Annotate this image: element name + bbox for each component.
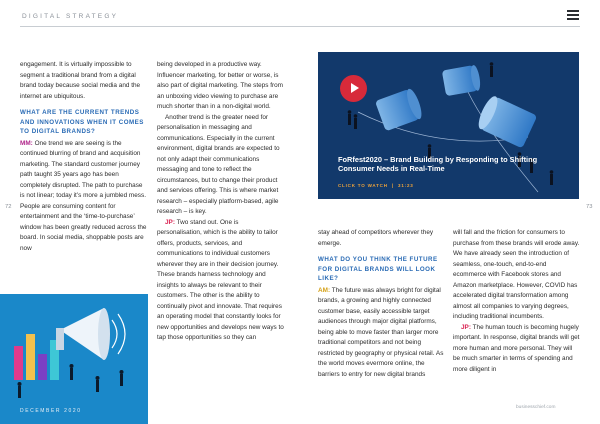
paragraph: stay ahead of competitors wherever they emerge. — [318, 229, 434, 247]
video-title: FoRfest2020 – Brand Building by Responding to Shifting Consumer Needs in Real-Time — [338, 155, 538, 173]
video-duration: 31:23 — [398, 183, 414, 188]
interview-question: WHAT DO YOU THINK THE FUTURE FOR DIGITAL BRANDS WILL LOOK LIKE? — [318, 256, 438, 282]
answer-text: The human touch is becoming hugely important. In response, digital brands will get more human and more personal. They will be much smarter in terms of spending and more diligent in — [453, 323, 580, 373]
article-column-1 — [20, 60, 147, 254]
paragraph: Another trend is the greater need for personalisation in messaging and communications. Especially in the current environment, digital brands are expected to not only adapt their communications messaging and tone to reflect the circumstances, but to change their product and services offering. This is where market research – especially platform-based, agile research – is key. — [157, 113, 280, 215]
speaker-label-mm: MM: — [20, 139, 33, 147]
header-divider — [20, 26, 580, 27]
paragraph: being developed in a productive way. Influencer marketing, for better or worse, is also part of digital marketing. The steps from an unboxing video viewing to purchase are much shorter than in a non-digital world. — [157, 61, 283, 110]
megaphone-illustration — [0, 294, 148, 424]
answer-text: One trend we are seeing is the continued blurring of brand and acquisition marketing. The standard customer journey path taught 35 years ago has been completely disrupted. The path to purchase is not linear; today it’s more a jumbled mess. People are consuming content for entertainment and the ‘time-to-purchase’ window has been greatly reduced across the board. In social media, shoppable posts are now — [20, 139, 147, 252]
megaphone-icon — [0, 294, 148, 424]
watch-link[interactable]: CLICK TO WATCH — [338, 183, 388, 188]
paragraph — [20, 139, 147, 255]
article-column-2 — [157, 60, 284, 344]
article-column-3 — [318, 228, 444, 380]
answer-text: The future was always bright for digital brands, a growing and highly connected customer base, easily accessible target audiences through major digital platforms, being able to move faster than larger more traditional competitors and not being restricted by geography or physical retail. As the world moves evermore online, the barriers to entry for new digital brands — [318, 286, 444, 378]
video-illustration — [318, 52, 579, 199]
speaker-label-am: AM: — [318, 286, 331, 294]
section-title: DIGITAL STRATEGY — [22, 13, 119, 20]
answer-text: Two stand out. One is personalisation, which is the ability to tailor offers, products, services, and communications to individual customers wherever they are in their decision journey. These brands harness technology and insights to always be relevant to their customers. The other is the ability to continually pivot and innovate. That requires an operating model that constantly looks for new opportunities and develops new ways to tap those opportunities so they can — [157, 218, 284, 341]
page-number-left: 72 — [5, 204, 12, 210]
footer-site[interactable]: businesschief.com — [516, 405, 556, 410]
footer-issue-date: DECEMBER 2020 — [20, 408, 82, 414]
paragraph: will fall and the friction for consumers to purchase from these brands will erode away. We have already seen the introduction of seamless, one-touch, end-to-end ecommerce with Facebook stores and Amazon marketplace. However, COVID has accelerated digital transformation among almost all companies to varying degrees, including traditional incumbents. — [453, 229, 580, 320]
article-column-4 — [453, 228, 580, 375]
menu-icon[interactable] — [567, 10, 579, 20]
interview-question: WHAT ARE THE CURRENT TRENDS AND INNOVATIONS WHEN IT COMES TO DIGITAL BRANDS? — [20, 109, 144, 135]
page-number-right: 73 — [586, 204, 593, 210]
video-thumbnail[interactable] — [318, 52, 579, 199]
video-meta[interactable]: CLICK TO WATCH | 31:23 — [338, 183, 414, 188]
paragraph — [157, 218, 284, 344]
paragraph — [453, 323, 580, 376]
play-icon — [351, 83, 359, 93]
paragraph: engagement. It is virtually impossible to segment a traditional brand from a digital brand today because social media and the internet are ubiquitous. — [20, 61, 141, 100]
speaker-label-jp: JP: — [461, 323, 471, 331]
play-button[interactable] — [340, 75, 367, 102]
paragraph — [318, 286, 444, 381]
speaker-label-jp: JP: — [165, 218, 175, 226]
